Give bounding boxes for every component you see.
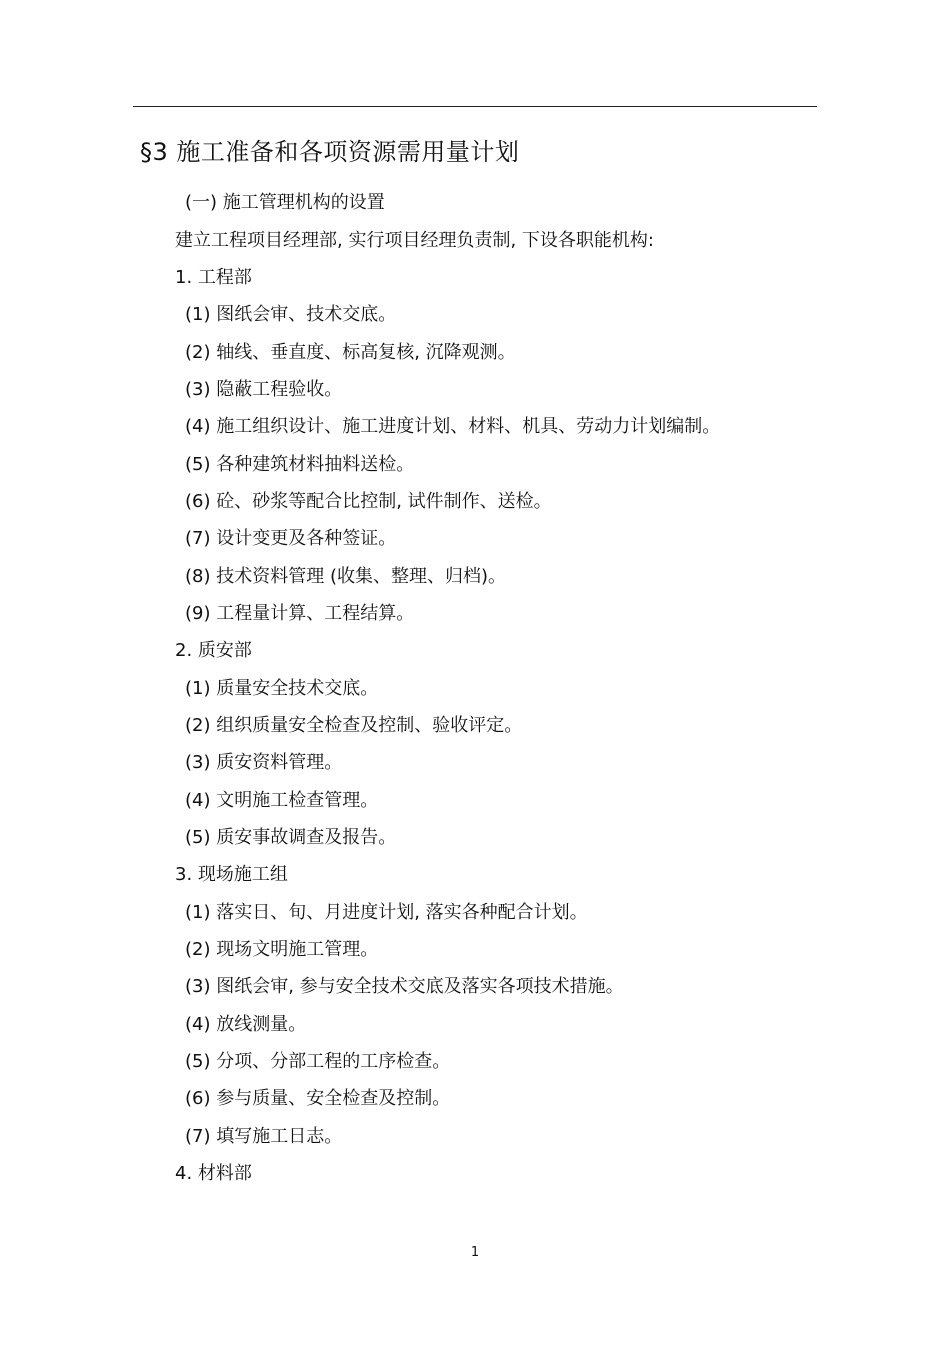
list-item: (6) 参与质量、安全检查及控制。 (185, 1088, 451, 1109)
group-heading: 4. 材料部 (175, 1163, 252, 1184)
list-item: (4) 文明施工检查管理。 (185, 790, 379, 811)
list-item: (9) 工程量计算、工程结算。 (185, 603, 415, 624)
list-item: (1) 落实日、旬、月进度计划, 落实各种配合计划。 (185, 902, 588, 923)
list-item: (5) 质安事故调查及报告。 (185, 827, 397, 848)
group-heading: 3. 现场施工组 (175, 864, 288, 885)
intro-paragraph: 建立工程项目经理部, 实行项目经理负责制, 下设各职能机构: (175, 230, 654, 251)
group-heading: 1. 工程部 (175, 267, 252, 288)
list-item: (5) 分项、分部工程的工序检查。 (185, 1051, 451, 1072)
list-item: (8) 技术资料管理 (收集、整理、归档)。 (185, 566, 506, 587)
list-item: (6) 砼、砂浆等配合比控制, 试件制作、送检。 (185, 491, 552, 512)
list-item: (5) 各种建筑材料抽料送检。 (185, 454, 415, 475)
list-item: (1) 图纸会审、技术交底。 (185, 304, 397, 325)
list-item: (3) 图纸会审, 参与安全技术交底及落实各项技术措施。 (185, 976, 624, 997)
subsection-heading: (一) 施工管理机构的设置 (185, 192, 385, 213)
list-item: (2) 现场文明施工管理。 (185, 939, 379, 960)
group-heading: 2. 质安部 (175, 640, 252, 661)
list-item: (2) 轴线、垂直度、标高复核, 沉降观测。 (185, 342, 516, 363)
section-title: §3 施工准备和各项资源需用量计划 (140, 138, 520, 166)
list-item: (1) 质量安全技术交底。 (185, 678, 379, 699)
list-item: (7) 填写施工日志。 (185, 1126, 343, 1147)
list-item: (4) 放线测量。 (185, 1014, 307, 1035)
list-item: (7) 设计变更及各种签证。 (185, 528, 397, 549)
list-item: (2) 组织质量安全检查及控制、验收评定。 (185, 715, 523, 736)
header-rule (133, 106, 817, 107)
list-item: (4) 施工组织设计、施工进度计划、材料、机具、劳动力计划编制。 (185, 416, 721, 437)
list-item: (3) 隐蔽工程验收。 (185, 379, 343, 400)
list-item: (3) 质安资料管理。 (185, 752, 343, 773)
page-number: 1 (470, 1245, 480, 1260)
